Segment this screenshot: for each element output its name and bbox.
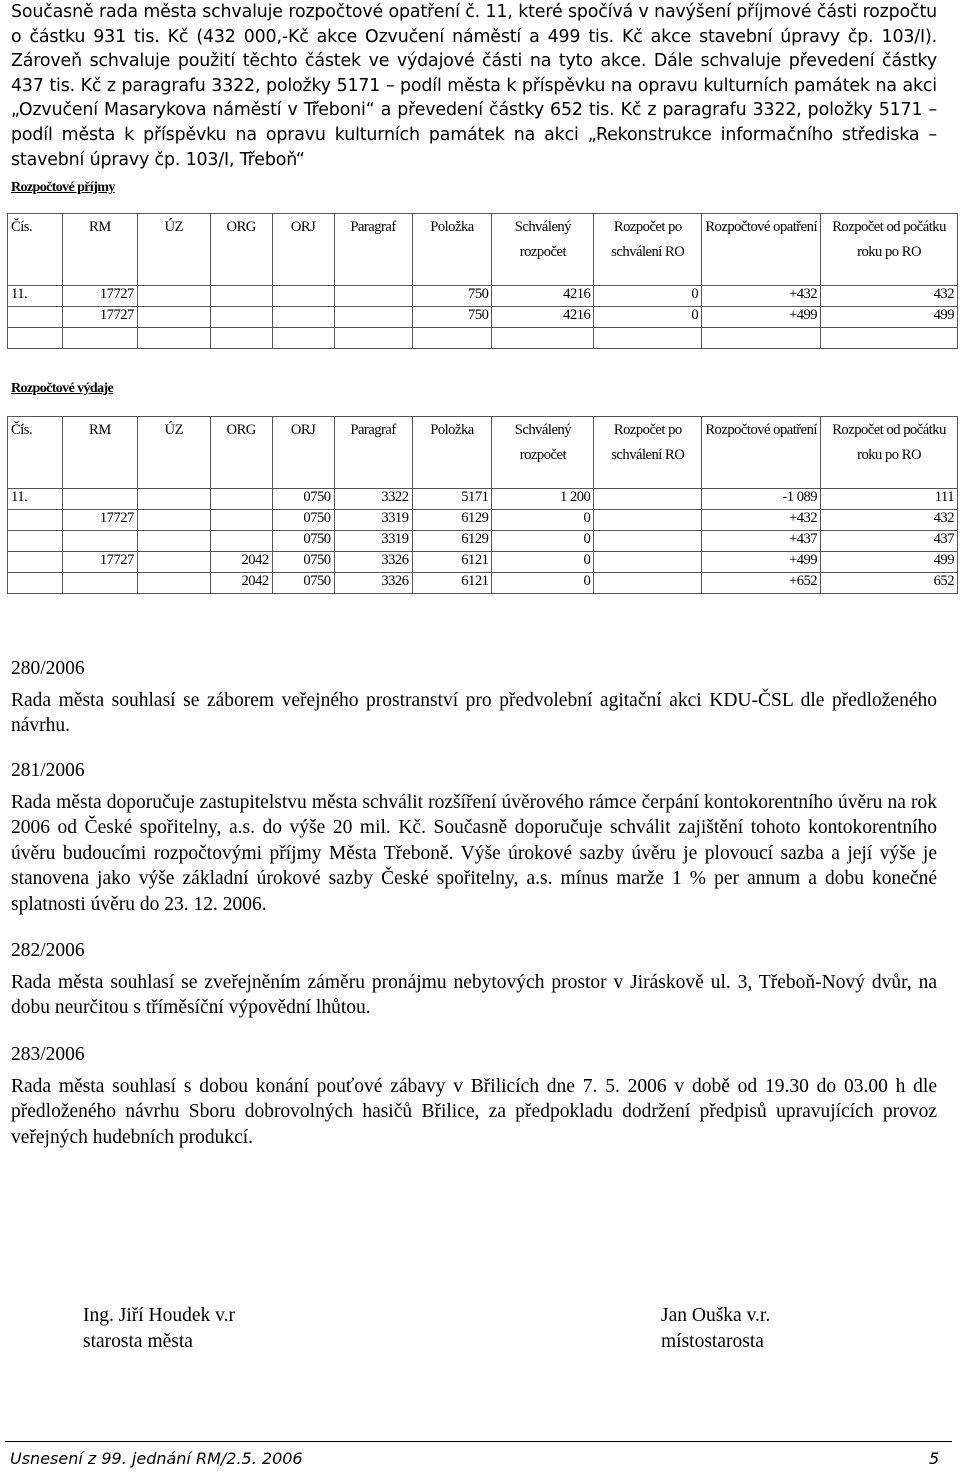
table-row — [8, 286, 958, 307]
cell: 3319 — [334, 531, 412, 552]
cell: 3326 — [334, 552, 412, 573]
cell: 2042 — [210, 552, 272, 573]
cell: 6121 — [412, 573, 492, 594]
cell — [594, 552, 702, 573]
cell: 432 — [821, 286, 958, 307]
cell: 437 — [821, 531, 958, 552]
signature-left — [83, 1303, 235, 1354]
cell: 0 — [492, 573, 594, 594]
header-orj: ORJ — [272, 417, 334, 489]
cell — [8, 510, 63, 531]
resolution-text: Rada města souhlasí se záborem veřejného prostranství pro předvolební agitační akci KDU-ČSL dle předloženého návrhu. — [11, 689, 937, 737]
cell — [210, 307, 272, 328]
cell: +499 — [702, 307, 821, 328]
cell: 0 — [492, 531, 594, 552]
cell: -1 089 — [702, 489, 821, 510]
signature-name: Ing. Jiří Houdek v.r — [83, 1305, 236, 1326]
cell — [334, 307, 412, 328]
cell — [594, 510, 702, 531]
page-number: 5 — [929, 1449, 940, 1468]
table-row — [8, 307, 958, 328]
cell: 0750 — [272, 531, 334, 552]
revenue-table — [7, 213, 958, 349]
expenditure-header-row — [8, 417, 958, 489]
cell: 5171 — [412, 489, 492, 510]
table-row — [8, 552, 958, 573]
cell: +652 — [702, 573, 821, 594]
header-org: ORG — [210, 214, 272, 286]
cell: 17727 — [62, 286, 137, 307]
cell — [137, 552, 210, 573]
header-opatreni: Rozpočtové opatření — [702, 214, 821, 286]
header-polozka: Položka — [412, 417, 492, 489]
cell: 11. — [8, 286, 63, 307]
table-row — [8, 489, 958, 510]
cell — [272, 307, 334, 328]
cell: 0750 — [272, 489, 334, 510]
header-uz: ÚZ — [137, 417, 210, 489]
intro-text: Současně rada města schvaluje rozpočtové opatření č. 11, které spočívá v navýšení příjmové části rozpočtu o částku 931 tis. Kč (432 000,-Kč akce Ozvučení náměstí a 499 tis. Kč akce stavební úpravy čp. 103/I). Zároveň schvaluje použití těchto částek ve výdajové části na tyto akce. Dále schvaluje převedení částky 437 tis. Kč z paragrafu 3322, položky 5171 – podíl města k příspěvku na opravu kulturních památek na akci „Ozvučení Masarykova náměstí v Třeboni“ a převedení částky 652 tis. Kč z paragrafu 3322, položky 5171 – podíl města k příspěvku na opravu kulturních památek na akci „Rekonstrukce informačního střediska – stavební úpravy čp. 103/I, Třeboň“ — [11, 2, 937, 170]
cell — [210, 286, 272, 307]
resolution-281 — [11, 758, 937, 918]
cell — [137, 489, 210, 510]
cell: 6121 — [412, 552, 492, 573]
cell: 4216 — [492, 286, 594, 307]
cell: 432 — [821, 510, 958, 531]
cell: 6129 — [412, 510, 492, 531]
resolution-number: 281/2006 — [11, 760, 85, 781]
table-row — [8, 573, 958, 594]
signature-right — [661, 1303, 770, 1354]
cell: 17727 — [62, 552, 137, 573]
header-opatreni: Rozpočtové opatření — [702, 417, 821, 489]
cell: 3319 — [334, 510, 412, 531]
table-row — [8, 510, 958, 531]
header-orj: ORJ — [272, 214, 334, 286]
signature-title: starosta města — [83, 1330, 193, 1352]
cell: 499 — [821, 307, 958, 328]
header-cis: Čís. — [8, 417, 63, 489]
header-cis: Čís. — [8, 214, 63, 286]
cell: 750 — [412, 307, 492, 328]
cell: 0750 — [272, 510, 334, 531]
cell: 0 — [492, 510, 594, 531]
table-spacer-row — [8, 328, 958, 349]
cell: 652 — [821, 573, 958, 594]
header-schvaleny: Schválený rozpočet — [492, 417, 594, 489]
cell — [8, 307, 63, 328]
cell: 11. — [8, 489, 63, 510]
footer-title: Usnesení z 99. jednání RM/2.5. 2006 — [10, 1449, 303, 1468]
cell — [62, 531, 137, 552]
cell — [210, 510, 272, 531]
cell — [210, 531, 272, 552]
expenditure-table — [7, 416, 958, 594]
resolution-text: Rada města souhlasí se zveřejněním záměru pronájmu nebytových prostor v Jiráskově ul. 3, Třeboň-Nový dvůr, na dobu neurčitou s tříměsíční výpovědní lhůtou. — [11, 971, 937, 1019]
intro-paragraph — [11, 0, 937, 172]
cell — [8, 531, 63, 552]
cell — [594, 573, 702, 594]
cell: +499 — [702, 552, 821, 573]
cell — [62, 573, 137, 594]
cell: 17727 — [62, 307, 137, 328]
header-schvaleny: Schválený rozpočet — [492, 214, 594, 286]
cell — [137, 286, 210, 307]
header-polozka: Položka — [412, 214, 492, 286]
resolution-number: 283/2006 — [11, 1044, 85, 1065]
cell: 4216 — [492, 307, 594, 328]
header-rm: RM — [62, 214, 137, 286]
cell: 3322 — [334, 489, 412, 510]
header-rm: RM — [62, 417, 137, 489]
cell: 499 — [821, 552, 958, 573]
resolution-number: 280/2006 — [11, 658, 85, 679]
header-uz: ÚZ — [137, 214, 210, 286]
header-od-pocatku: Rozpočet od počátku roku po RO — [821, 417, 958, 489]
header-org: ORG — [210, 417, 272, 489]
cell — [8, 552, 63, 573]
cell — [62, 489, 137, 510]
cell: +432 — [702, 510, 821, 531]
expenditure-label: Rozpočtové výdaje — [11, 381, 114, 396]
cell — [594, 489, 702, 510]
cell — [210, 489, 272, 510]
revenue-label: Rozpočtové příjmy — [11, 180, 115, 195]
header-paragraf: Paragraf — [334, 214, 412, 286]
cell — [137, 573, 210, 594]
cell — [594, 531, 702, 552]
footer-divider — [5, 1441, 952, 1442]
header-po-schvaleni: Rozpočet po schválení RO — [594, 417, 702, 489]
cell — [272, 286, 334, 307]
cell: 0750 — [272, 552, 334, 573]
header-od-pocatku: Rozpočet od počátku roku po RO — [821, 214, 958, 286]
cell — [137, 510, 210, 531]
resolution-number: 282/2006 — [11, 940, 85, 961]
cell — [137, 531, 210, 552]
cell — [8, 573, 63, 594]
signature-title: místostarosta — [661, 1330, 764, 1352]
resolution-282 — [11, 938, 937, 1021]
header-paragraf: Paragraf — [334, 417, 412, 489]
cell: 0 — [594, 307, 702, 328]
cell: 6129 — [412, 531, 492, 552]
revenue-header-row — [8, 214, 958, 286]
cell: 0 — [594, 286, 702, 307]
cell: 3326 — [334, 573, 412, 594]
cell — [334, 286, 412, 307]
cell: 1 200 — [492, 489, 594, 510]
cell — [137, 307, 210, 328]
table-row — [8, 531, 958, 552]
signature-name: Jan Ouška v.r. — [661, 1305, 771, 1326]
cell: +437 — [702, 531, 821, 552]
cell: 0750 — [272, 573, 334, 594]
resolution-text: Rada města souhlasí s dobou konání pouťové zábavy v Břilicích dne 7. 5. 2006 v době od 19.30 do 03.00 h dle předloženého návrhu Sboru dobrovolných hasičů Břilice, za předpokladu dodržení předpisů upravujících provoz veřejných hudebních produkcí. — [11, 1075, 937, 1148]
cell: 111 — [821, 489, 958, 510]
cell: 750 — [412, 286, 492, 307]
resolution-text: Rada města doporučuje zastupitelstvu města schválit rozšíření úvěrového rámce čerpání kontokorentního úvěru na rok 2006 od České spořitelny, a.s. do výše 20 mil. Kč. Současně doporučuje schválit zajištění tohoto kontokorentního úvěru budoucími rozpočtovými příjmy Města Třeboně. Výše úrokové sazby úvěru je plovoucí sazba a její výše je stanovena jako výše základní úrokové sazby České spořitelny, a.s. mínus marže 1 % per annum a dobu konečné splatnosti úvěru do 23. 12. 2006. — [11, 791, 937, 915]
resolution-283 — [11, 1042, 937, 1150]
cell: +432 — [702, 286, 821, 307]
cell: 0 — [492, 552, 594, 573]
cell: 17727 — [62, 510, 137, 531]
resolution-280 — [11, 656, 937, 739]
cell: 2042 — [210, 573, 272, 594]
header-po-schvaleni: Rozpočet po schválení RO — [594, 214, 702, 286]
